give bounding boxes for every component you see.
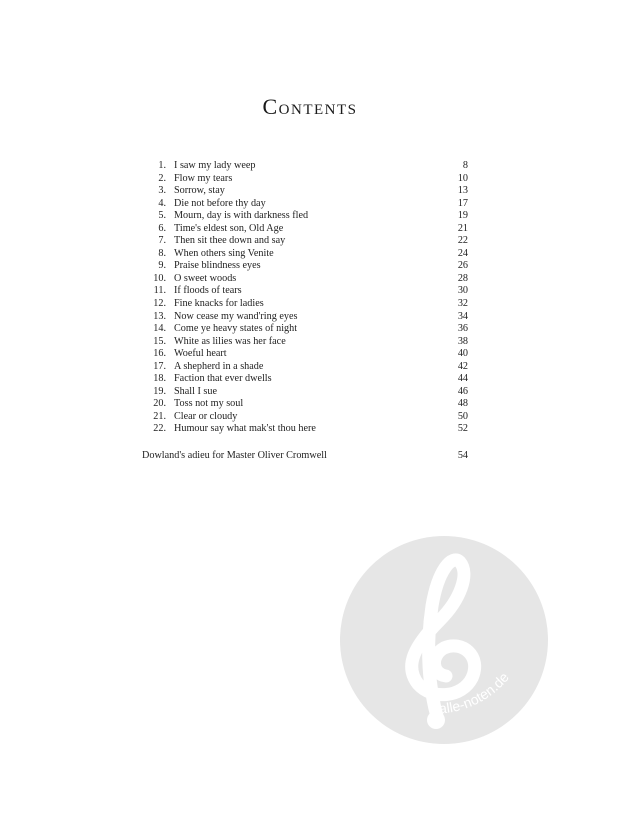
- entry-page-number: 24: [457, 247, 468, 259]
- entry-page-number: 32: [457, 298, 468, 310]
- toc-row: [142, 298, 468, 311]
- entry-number: 17.: [153, 360, 166, 372]
- entry-title: When others sing Venite: [174, 247, 274, 259]
- entry-number: 11.: [153, 285, 166, 297]
- toc-row: [142, 386, 468, 399]
- entry-page-number: 8: [462, 160, 468, 171]
- entry-title: Mourn, day is with darkness fled: [174, 210, 309, 222]
- entry-number: 12.: [153, 298, 166, 310]
- entry-page-number: 19: [457, 210, 468, 222]
- entry-number: 10.: [153, 272, 166, 284]
- contents-list: [142, 160, 468, 436]
- entry-number: 5.: [158, 210, 166, 222]
- entry-page-number: 42: [457, 360, 468, 372]
- entry-number: 19.: [153, 385, 166, 397]
- entry-title: Faction that ever dwells: [174, 373, 272, 385]
- entry-page-number: 36: [457, 323, 468, 335]
- entry-number: 14.: [153, 323, 166, 335]
- entry-number: 3.: [158, 185, 166, 197]
- entry-number: 21.: [153, 410, 166, 422]
- entry-number: 6.: [158, 222, 166, 234]
- entry-title: Flow my tears: [174, 172, 233, 184]
- entry-title: Fine knacks for ladies: [174, 298, 264, 310]
- entry-page-number: 52: [457, 423, 468, 435]
- entry-title: Come ye heavy states of night: [174, 323, 298, 335]
- toc-row: [142, 160, 468, 173]
- entry-page-number: 50: [457, 410, 468, 422]
- watermark-text: alle-noten.de: [438, 669, 512, 717]
- entry-page-number: 40: [457, 348, 468, 360]
- entry-title: Time's eldest son, Old Age: [174, 222, 284, 234]
- entry-title: Toss not my soul: [174, 398, 244, 410]
- entry-title: Woeful heart: [174, 348, 227, 360]
- watermark: [340, 536, 548, 744]
- entry-number: 18.: [153, 373, 166, 385]
- appendix-title: Dowland's adieu for Master Oliver Cromwell: [142, 450, 327, 461]
- entry-title: Die not before thy day: [174, 197, 266, 209]
- entry-number: 2.: [158, 172, 166, 184]
- entry-title: O sweet woods: [174, 272, 237, 284]
- entry-number: 13.: [153, 310, 166, 322]
- toc-row: [142, 423, 468, 436]
- entry-number: 15.: [153, 335, 166, 347]
- entry-page-number: 28: [457, 272, 468, 284]
- toc-row: [142, 223, 468, 236]
- entry-page-number: 22: [457, 235, 468, 247]
- entry-title: I saw my lady weep: [174, 160, 256, 171]
- entry-title: Shall I sue: [174, 385, 218, 397]
- toc-row: [142, 323, 468, 336]
- entry-page-number: 46: [457, 385, 468, 397]
- toc-row: [142, 285, 468, 298]
- entry-number: 16.: [153, 348, 166, 360]
- entry-page-number: 10: [457, 172, 468, 184]
- toc-row: [142, 411, 468, 424]
- entry-page-number: 44: [457, 373, 468, 385]
- appendix-page-number: 54: [457, 450, 468, 461]
- entry-title: Clear or cloudy: [174, 410, 238, 422]
- toc-row: [142, 173, 468, 186]
- entry-page-number: 21: [457, 222, 468, 234]
- entry-title: Now cease my wand'ring eyes: [174, 310, 298, 322]
- entry-title: Sorrow, stay: [174, 185, 225, 197]
- toc-row: [142, 185, 468, 198]
- entry-number: 20.: [153, 398, 166, 410]
- entry-page-number: 26: [457, 260, 468, 272]
- toc-row: [142, 311, 468, 324]
- entry-title: Humour say what mak'st thou here: [174, 423, 316, 435]
- watermark-graphic: [340, 536, 548, 744]
- entry-title: A shepherd in a shade: [174, 360, 264, 372]
- entry-number: 22.: [153, 423, 166, 435]
- toc-row: [142, 273, 468, 286]
- toc-row: [142, 260, 468, 273]
- toc-row: [142, 336, 468, 349]
- entry-page-number: 38: [457, 335, 468, 347]
- appendix-entry: [142, 450, 468, 463]
- toc-row: [142, 198, 468, 211]
- entry-number: 4.: [158, 197, 166, 209]
- toc-row: [142, 348, 468, 361]
- entry-page-number: 48: [457, 398, 468, 410]
- entry-page-number: 13: [457, 185, 468, 197]
- entry-page-number: 17: [457, 197, 468, 209]
- entry-number: 7.: [158, 235, 166, 247]
- entry-title: Praise blindness eyes: [174, 260, 261, 272]
- toc-row: [142, 235, 468, 248]
- toc-row: [142, 210, 468, 223]
- toc-row: [142, 361, 468, 374]
- entry-number: 1.: [158, 160, 166, 171]
- entry-number: 8.: [158, 247, 166, 259]
- toc-row: [142, 248, 468, 261]
- entry-page-number: 34: [457, 310, 468, 322]
- page-title: Contents: [262, 94, 358, 119]
- entry-title: If floods of tears: [174, 285, 242, 297]
- toc-row: [142, 373, 468, 386]
- entry-title: White as lilies was her face: [174, 335, 286, 347]
- entry-title: Then sit thee down and say: [174, 235, 286, 247]
- entry-page-number: 30: [457, 285, 468, 297]
- entry-number: 9.: [158, 260, 166, 272]
- toc-row: [142, 398, 468, 411]
